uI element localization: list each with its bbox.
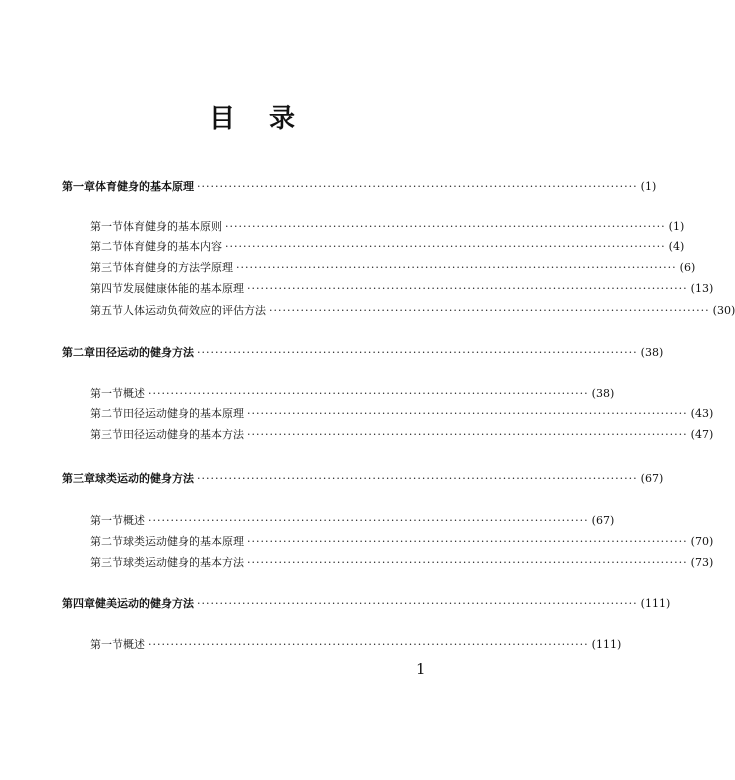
section-title: 概述	[123, 638, 145, 651]
toc-section-entry	[90, 428, 714, 442]
section-title: 概述	[123, 514, 145, 527]
toc-chapter-entry	[62, 472, 664, 486]
section-label: 第二节	[90, 240, 123, 253]
page-ref: (38)	[591, 387, 615, 400]
page-ref: (38)	[640, 346, 664, 359]
page-number: 1	[416, 660, 426, 678]
section-label: 第一节	[90, 220, 123, 233]
toc-chapter-entry	[62, 180, 657, 194]
toc-chapter-entry	[62, 346, 664, 360]
chapter-title: 球类运动的健身方法	[95, 472, 194, 485]
chapter-label: 第四章	[62, 597, 95, 610]
chapter-title: 健美运动的健身方法	[95, 597, 194, 610]
leader-dots: ··································································································	[148, 387, 589, 400]
page-ref: (111)	[640, 597, 671, 610]
toc-section-entry	[90, 282, 714, 296]
toc-section-entry	[90, 240, 685, 254]
toc-section-entry	[90, 304, 735, 318]
leader-dots: ··································································································	[225, 240, 666, 253]
chapter-title: 体育健身的基本原理	[95, 180, 194, 193]
page-ref: (1)	[640, 180, 657, 193]
toc-section-entry	[90, 387, 615, 401]
leader-dots: ··································································································	[225, 220, 666, 233]
leader-dots: ··································································································	[247, 407, 688, 420]
leader-dots: ··································································································	[197, 180, 638, 193]
page-ref: (6)	[679, 261, 696, 274]
section-title: 田径运动健身的基本原理	[123, 407, 244, 420]
section-title: 发展健康体能的基本原理	[123, 282, 244, 295]
leader-dots: ··································································································	[197, 597, 638, 610]
leader-dots: ··································································································	[247, 535, 688, 548]
leader-dots: ··································································································	[148, 638, 589, 651]
page-ref: (13)	[690, 282, 714, 295]
toc-title: 目录	[208, 104, 329, 134]
page-ref: (67)	[591, 514, 615, 527]
page-ref: (47)	[690, 428, 714, 441]
section-label: 第一节	[90, 638, 123, 651]
page-ref: (111)	[591, 638, 622, 651]
section-title: 人体运动负荷效应的评估方法	[123, 304, 266, 317]
page-ref: (70)	[690, 535, 714, 548]
chapter-label: 第二章	[62, 346, 95, 359]
section-label: 第五节	[90, 304, 123, 317]
leader-dots: ··································································································	[247, 428, 688, 441]
section-label: 第一节	[90, 514, 123, 527]
leader-dots: ··································································································	[247, 282, 688, 295]
page-ref: (4)	[668, 240, 685, 253]
chapter-label: 第三章	[62, 472, 95, 485]
leader-dots: ··································································································	[197, 346, 638, 359]
chapter-label: 第一章	[62, 180, 95, 193]
section-label: 第三节	[90, 556, 123, 569]
section-label: 第二节	[90, 535, 123, 548]
leader-dots: ··································································································	[236, 261, 677, 274]
leader-dots: ··································································································	[247, 556, 688, 569]
section-title: 概述	[123, 387, 145, 400]
toc-section-entry	[90, 220, 685, 234]
page-ref: (1)	[668, 220, 685, 233]
toc-section-entry	[90, 261, 696, 275]
section-label: 第三节	[90, 261, 123, 274]
toc-section-entry	[90, 556, 714, 570]
section-title: 体育健身的基本内容	[123, 240, 222, 253]
toc-section-entry	[90, 535, 714, 549]
page-ref: (73)	[690, 556, 714, 569]
chapter-title: 田径运动的健身方法	[95, 346, 194, 359]
section-title: 田径运动健身的基本方法	[123, 428, 244, 441]
section-label: 第一节	[90, 387, 123, 400]
toc-chapter-entry	[62, 597, 671, 611]
section-title: 球类运动健身的基本方法	[123, 556, 244, 569]
leader-dots: ··································································································	[197, 472, 638, 485]
section-label: 第四节	[90, 282, 123, 295]
toc-section-entry	[90, 407, 714, 421]
toc-section-entry	[90, 514, 615, 528]
toc-section-entry	[90, 638, 622, 652]
page-ref: (43)	[690, 407, 714, 420]
section-title: 球类运动健身的基本原理	[123, 535, 244, 548]
leader-dots: ··································································································	[269, 304, 710, 317]
page-ref: (30)	[712, 304, 735, 317]
section-title: 体育健身的基本原则	[123, 220, 222, 233]
section-label: 第三节	[90, 428, 123, 441]
section-label: 第二节	[90, 407, 123, 420]
leader-dots: ··································································································	[148, 514, 589, 527]
section-title: 体育健身的方法学原理	[123, 261, 233, 274]
page-ref: (67)	[640, 472, 664, 485]
